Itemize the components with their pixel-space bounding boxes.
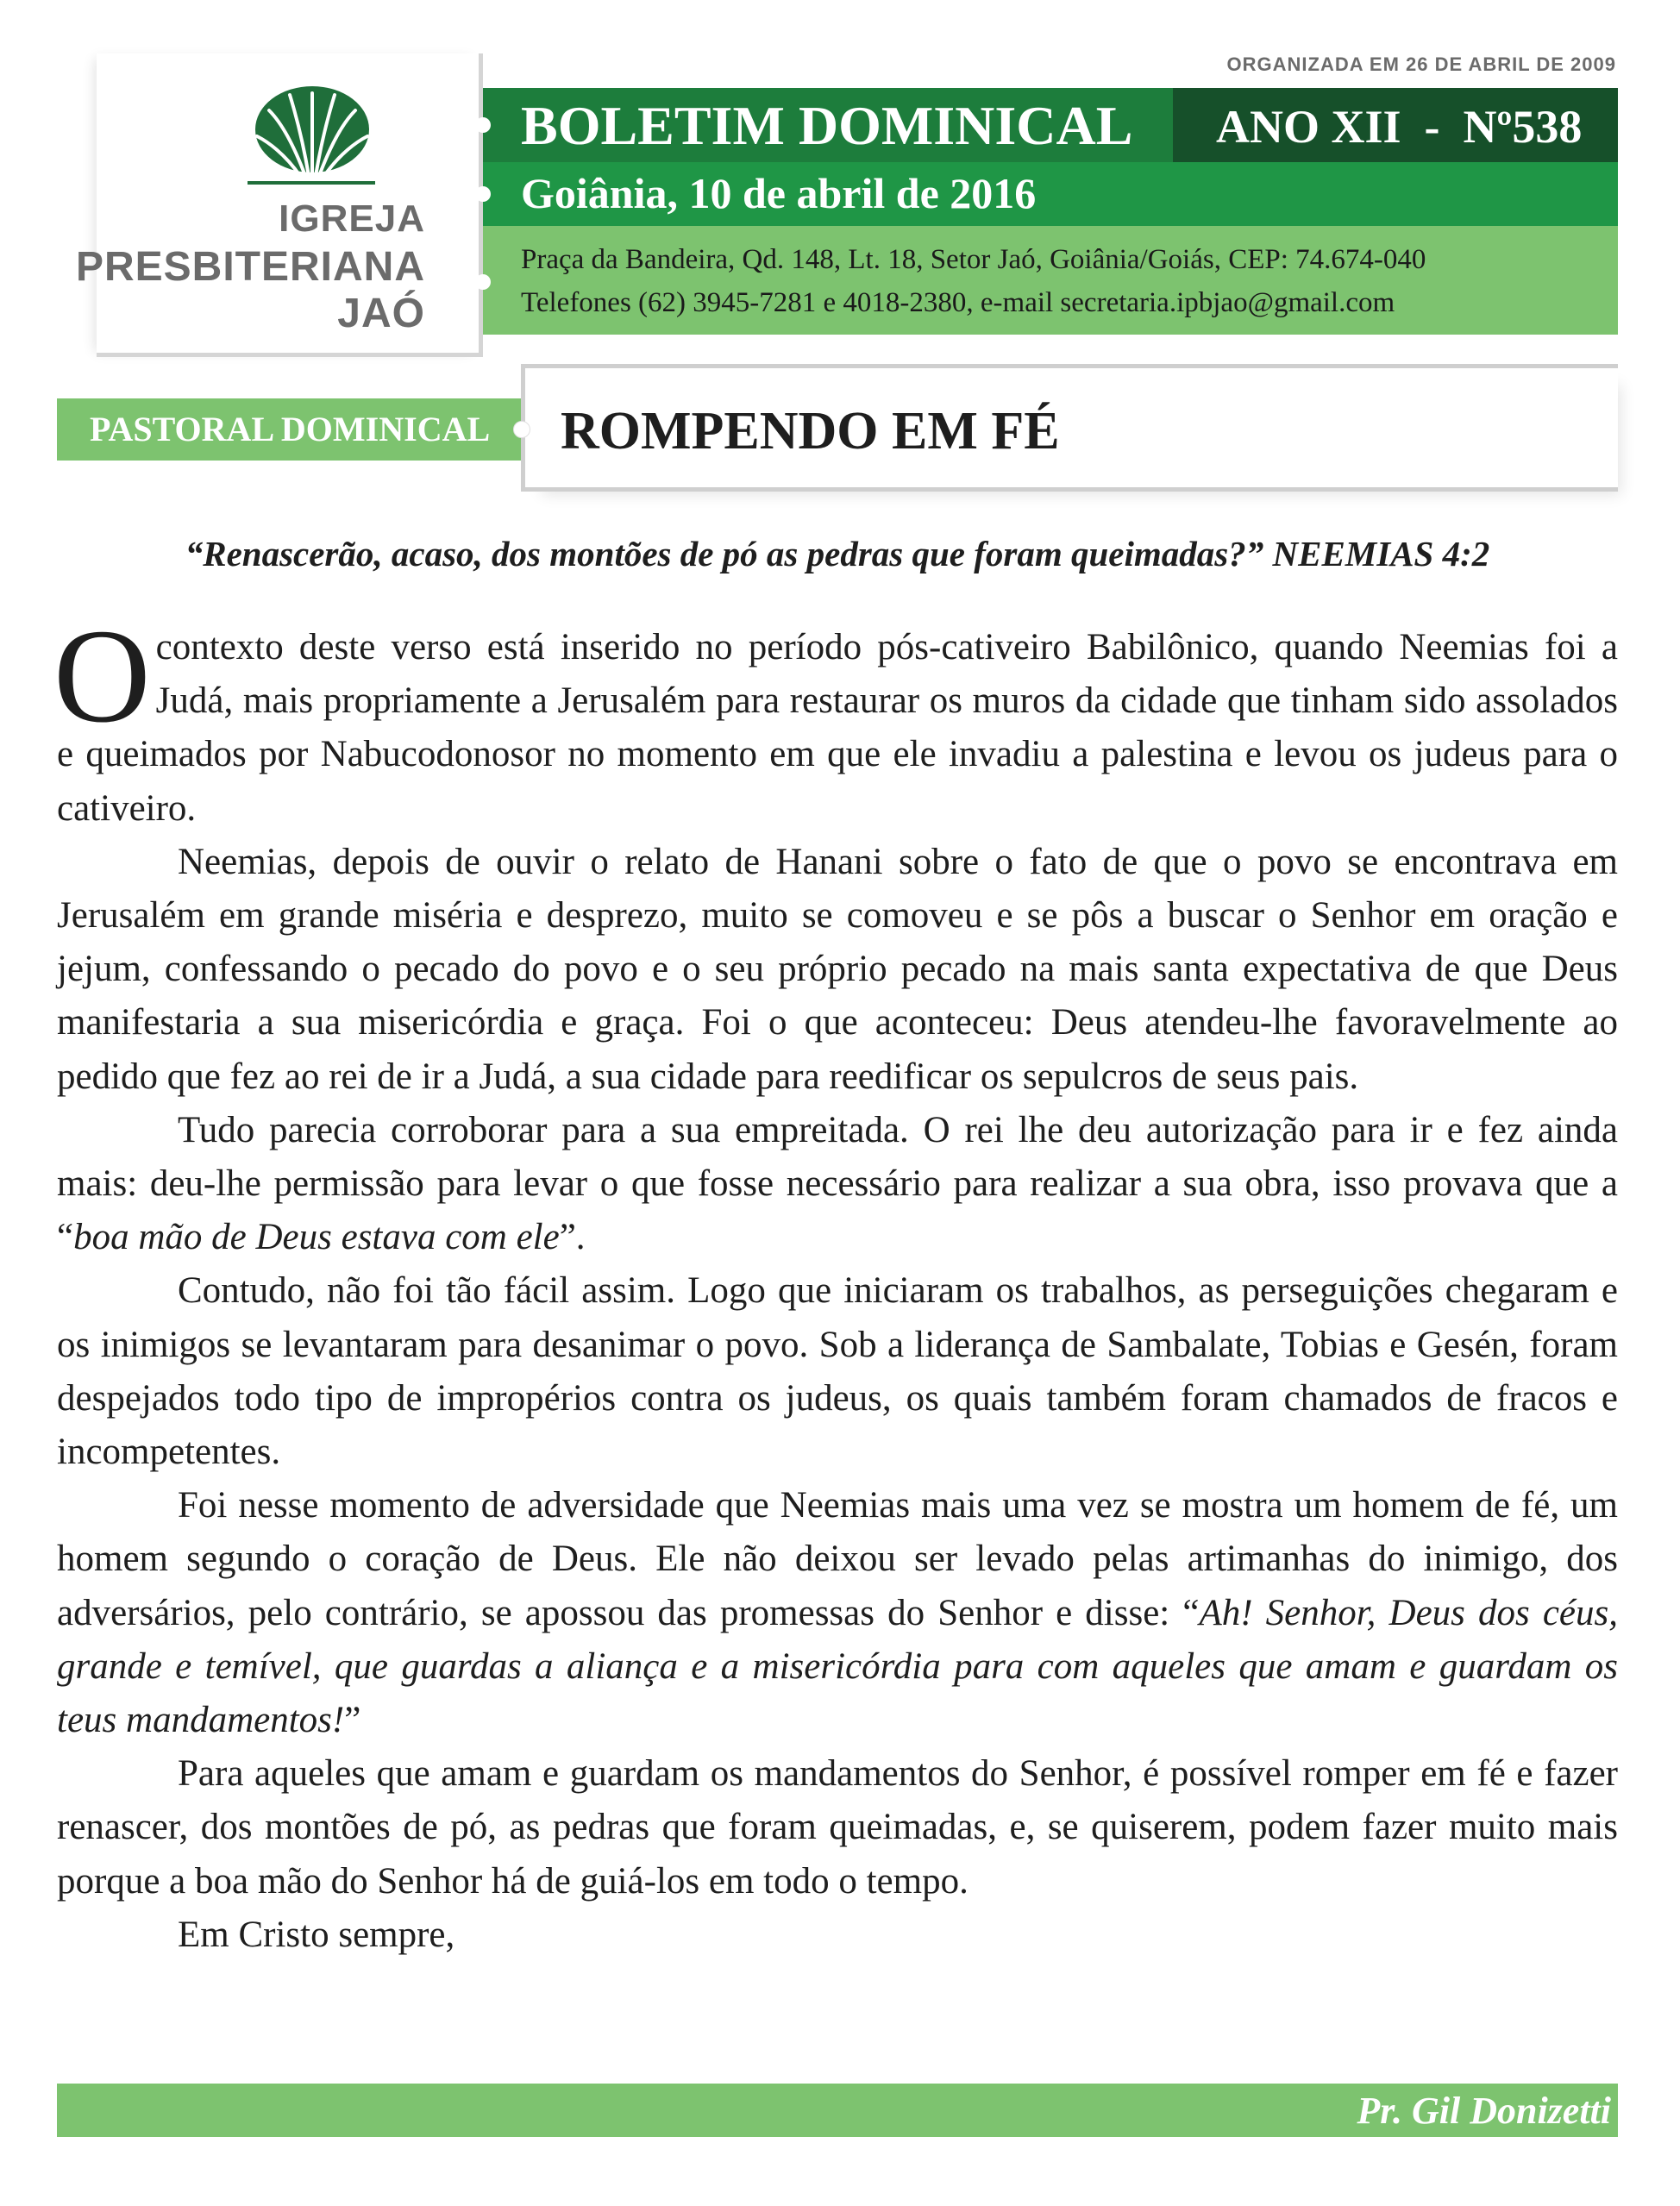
bullet-dot <box>475 186 491 202</box>
issue-number: ANO XII - Nº538 <box>1216 101 1583 153</box>
tree-logo-icon <box>252 79 373 183</box>
organized-date: ORGANIZADA EM 26 DE ABRIL DE 2009 <box>1226 53 1616 75</box>
paragraph-2: Neemias, depois de ouvir o relato de Hanani sobre o fato de que o povo se encontrava em Jerusalém em grande miséria e desprezo, muito se comoveu e se pôs a buscar o Senhor em oração e jejum, confessando o pecado do povo e o seu próprio pecado na mais santa expectativa de que Deus manifestaria a sua misericórdia e graça. Foi o que aconteceu: Deus atendeu-lhe favoravelmente ao pedido que fez ao rei de ir a Judá, a sua cidade para reedificar os sepulcros de seus pais. <box>57 841 1618 1097</box>
church-logo <box>75 53 483 357</box>
logo-text-jao: JAÓ <box>337 291 425 336</box>
sermon-body <box>53 601 1618 1962</box>
city-date: Goiânia, 10 de abril de 2016 <box>521 169 1037 217</box>
bullet-dot <box>475 117 491 133</box>
pastor-signature: Pr. Gil Donizetti <box>1357 2090 1611 2132</box>
bullet-dot <box>475 274 491 290</box>
paragraph-3: Tudo parecia corroborar para a sua empreitada. O rei lhe deu autorização para ir e fez ainda mais: deu-lhe permissão para levar o que fosse necessário para realizar a sua obra, isso provava que a “boa mão de Deus estava com ele”. <box>57 1109 1618 1258</box>
paragraph-5: Foi nesse momento de adversidade que Neemias mais uma vez se mostra um homem de fé, um homem segundo o coração de Deus. Ele não deixou ser levado pelas artimanhas do inimigo, dos adversários, pelo contrário, se apossou das promessas do Senhor e disse: “Ah! Senhor, Deus dos céus, grande e temível, que guardas a aliança e a misericórdia para com aqueles que amam e guardam os teus mandamentos!” <box>57 1485 1618 1741</box>
drop-cap: O <box>53 601 151 750</box>
logo-text-presbiteriana: PRESBITERIANA <box>75 244 425 290</box>
paragraph-4: Contudo, não foi tão fácil assim. Logo que iniciaram os trabalhos, as perseguições chegaram e os inimigos se levantaram para desanimar o povo. Sob a liderança de Sambalate, Tobias e Gesén, foram despejados todo tipo de impropérios contra os judeus, os quais também foram chamados de fracos e incompetentes. <box>57 1270 1618 1473</box>
church-contact: Telefones (62) 3945-7281 e 4018-2380, e-mail secretaria.ipbjao@gmail.com <box>521 287 1395 318</box>
closing-line: Em Cristo sempre, <box>178 1914 455 1955</box>
church-address: Praça da Bandeira, Qd. 148, Lt. 18, Setor Jaó, Goiânia/Goiás, CEP: 74.674-040 <box>521 244 1426 275</box>
logo-text-igreja: IGREJA <box>279 197 425 240</box>
sermon-title: ROMPENDO EM FÉ <box>561 402 1060 461</box>
paragraph-6: Para aqueles que amam e guardam os mandamentos do Senhor, é possível romper em fé e fazer renascer, dos montões de pó, as pedras que foram queimadas, e, se quiserem, podem fazer muito mais porque a boa mão do Senhor há de guiá-los em todo o tempo. <box>57 1753 1618 1902</box>
scripture-epigraph: “Renascerão, acaso, dos montões de pó as pedras que foram queimadas?” NEEMIAS 4:2 <box>185 534 1490 573</box>
bullet-dot <box>513 421 530 438</box>
logo-divider <box>248 181 375 185</box>
bulletin-title: BOLETIM DOMINICAL <box>521 95 1133 156</box>
pastoral-label: PASTORAL DOMINICAL <box>90 410 491 448</box>
paragraph-1: O contexto deste verso está inserido no período pós-cativeiro Babilônico, quando Neemias foi a Judá, mais propriamente a Jerusalém para restaurar os muros da cidade que tinham sido assolados e queimados por Nabucodonosor no momento em que ele invadiu a palestina e levou os judeus para o cativeiro. <box>53 601 1618 829</box>
